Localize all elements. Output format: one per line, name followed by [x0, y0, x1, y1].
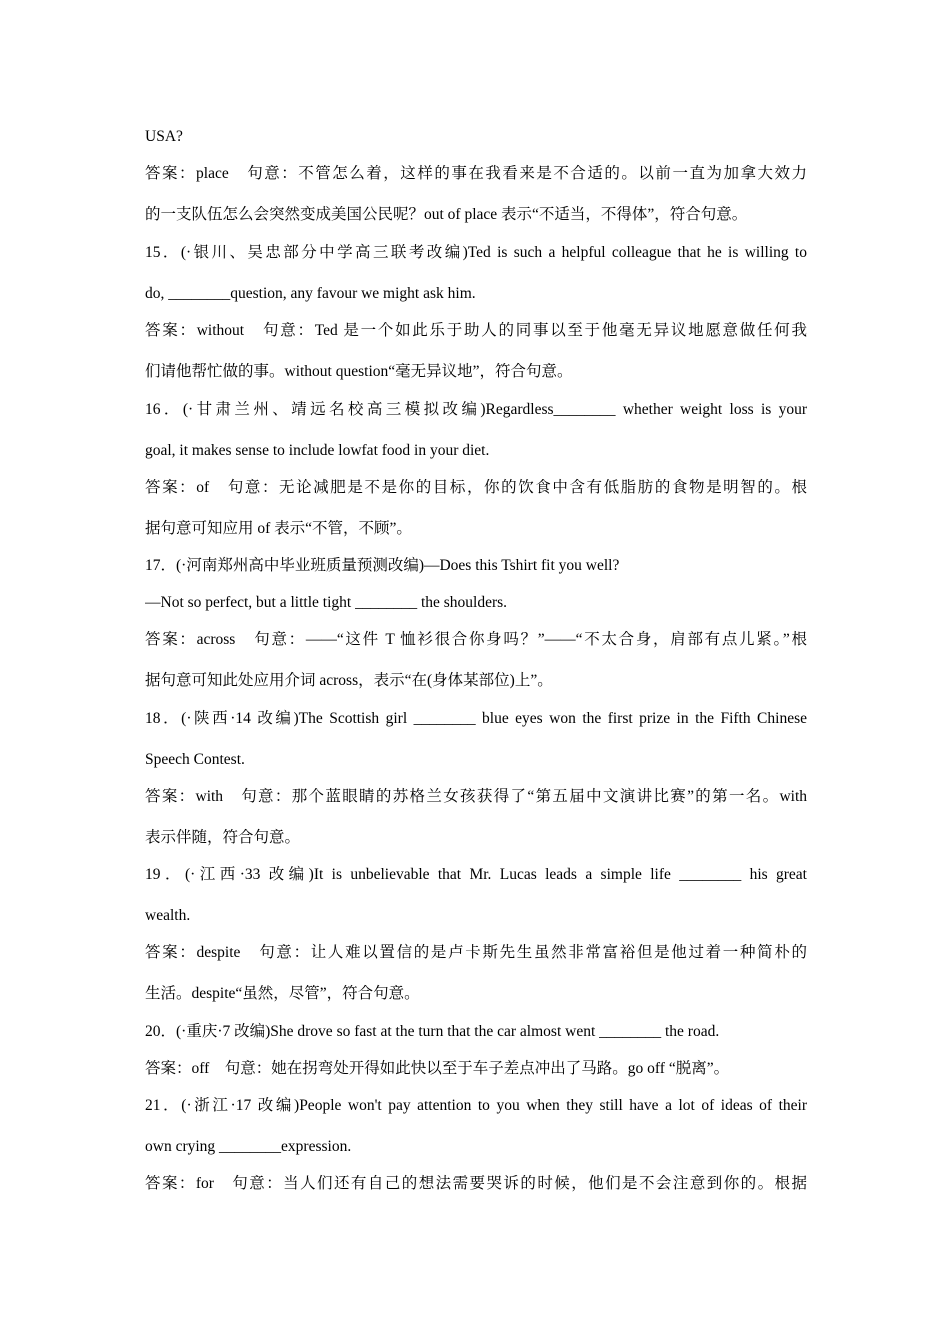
text-line: do, ________question, any favour we might ask him.: [145, 285, 476, 302]
question-line: 17．(·河南郑州高中毕业班质量预测改编)—Does this Tshirt fit you well?: [145, 557, 620, 574]
question-line: 15．(·银川、吴忠部分中学高三联考改编)Ted is such a helpful colleague that he is willing to: [145, 244, 807, 261]
answer-line: 答案：across 句意：——“这件 T 恤衫很合你身吗？”——“不太合身，肩部有点儿紧。”根: [145, 631, 807, 648]
answer-line: 答案：for 句意：当人们还有自己的想法需要哭诉的时候，他们是不会注意到你的。根据: [145, 1175, 807, 1192]
question-line: 16．(·甘肃兰州、靖远名校高三模拟改编)Regardless________ whether weight loss is your: [145, 401, 807, 418]
text-line: 表示伴随，符合句意。: [145, 829, 301, 846]
text-line: Speech Contest.: [145, 751, 245, 768]
answer-line: 答案：place 句意：不管怎么着，这样的事在我看来是不合适的。以前一直为加拿大效力: [145, 165, 807, 182]
answer-line: 答案：with 句意：那个蓝眼睛的苏格兰女孩获得了“第五届中文演讲比赛”的第一名。with: [145, 788, 807, 805]
question-line: 19．(·江西·33 改编)It is unbelievable that Mr. Lucas leads a simple life ________ his great: [145, 866, 807, 883]
question-line: 21．(·浙江·17 改编)People won't pay attention to you when they still have a lot of ideas of their: [145, 1097, 807, 1114]
answer-line: 答案：despite 句意：让人难以置信的是卢卡斯先生虽然非常富裕但是他过着一种简朴的: [145, 944, 807, 961]
answer-line: 答案：off 句意：她在拐弯处开得如此快以至于车子差点冲出了马路。go off “脱离”。: [145, 1060, 730, 1077]
question-line: 18．(·陕西·14 改编)The Scottish girl ________ blue eyes won the first prize in the Fifth Chinese: [145, 710, 807, 727]
text-line: 据句意可知此处应用介词 across，表示“在(身体某部位)上”。: [145, 672, 553, 689]
text-line: wealth.: [145, 907, 191, 924]
question-line: 20．(·重庆·7 改编)She drove so fast at the turn that the car almost went ________ the road.: [145, 1023, 720, 1040]
text-line: 们请他帮忙做的事。without question“毫无异议地”，符合句意。: [145, 363, 573, 380]
text-line: 据句意可知应用 of 表示“不管，不顾”。: [145, 520, 412, 537]
text-line: USA?: [145, 128, 183, 145]
text-line: own crying ________expression.: [145, 1138, 352, 1155]
text-line: goal, it makes sense to include lowfat food in your diet.: [145, 442, 490, 459]
text-line: —Not so perfect, but a little tight ________ the shoulders.: [145, 594, 508, 611]
answer-line: 答案：without 句意：Ted 是一个如此乐于助人的同事以至于他毫无异议地愿意做任何我: [145, 322, 807, 339]
text-line: 的一支队伍怎么会突然变成美国公民呢？out of place 表示“不适当，不得体”，符合句意。: [145, 206, 748, 223]
answer-line: 答案：of 句意：无论减肥是不是你的目标，你的饮食中含有低脂肪的食物是明智的。根: [145, 479, 807, 496]
text-line: 生活。despite“虽然，尽管”，符合句意。: [145, 985, 420, 1002]
